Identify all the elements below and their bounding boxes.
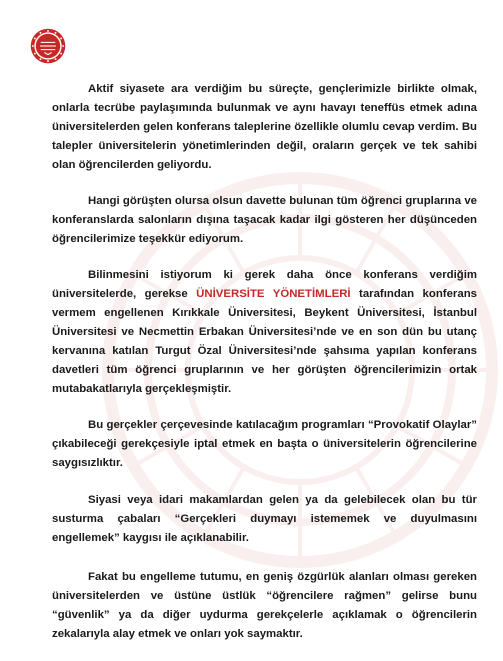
tbmm-emblem-icon	[30, 28, 66, 64]
statement-body	[52, 80, 477, 661]
paragraph-3-before: Bilinmesini istiyorum ki gerek daha önce konferans verdiğim üniversitelerde, gerekse	[52, 269, 477, 300]
paragraph-2: Hangi görüşten olursa olsun davette bulunan tüm öğrenci gruplarına ve konferanslarda salonların dışına taşacak kadar ilgi gösteren her düşünceden öğrencilerimize teşekkür ediyorum.	[52, 195, 477, 245]
paragraph-3	[52, 266, 477, 399]
paragraph-1: Aktif siyasete ara verdiğim bu süreçte, gençlerimizle birlikte olmak, onlarla tecrübe paylaşımında bulunmak ve aynı havayı teneffüs etmek adına üniversitelerden gelen konferans taleplerine özellikle olumlu cevap verdim. Bu talepler üniversitelerin yönetimlerinden değil, oraların gerçek ve tek sahibi olan öğrencilerden geliyordu.	[52, 83, 477, 171]
university-administrations-highlight: ÜNİVERSİTE YÖNETİMLERİ	[196, 288, 351, 300]
paragraph-5: Siyasi veya idari makamlardan gelen ya da gelebilecek olan bu tür susturma çabaları “Gerçekleri duymayı istememek ve duyulmasını engellemek” kaygısı ile açıklanabilir.	[52, 494, 477, 544]
paragraph-6: Fakat bu engelleme tutumu, en geniş özgürlük alanları olması gereken üniversitelerden ve üstüne üstlük “öğrencilere rağmen” gelirse bunu “güvenlik” ya da diğer uydurma gerekçelerle açıklamak o öğrencilerin zekalarıyla alay etmek ve onları yok saymaktır.	[52, 571, 477, 640]
paragraph-3-after: tarafından konferans vermem engellenen Kırıkkale Üniversitesi, Beykent Üniversitesi, İstanbul Üniversitesi ve Necmettin Erbakan Üniversitesi’nde ve en son dün bu utanç kervanına katılan Turgut Özal Üniversitesi’nde şahsıma yapılan konferans davetleri tüm öğrenci gruplarının ve her görüşten öğrencilerimizin ortak mutabakatlarıyla gerçekleşmiştir.	[52, 288, 477, 395]
paragraph-4: Bu gerçekler çerçevesinde katılacağım programları “Provokatif Olaylar” çıkabileceği gerekçesiyle iptal etmek en başta o üniversitelerin öğrencilerine saygısızlıktır.	[52, 419, 477, 469]
